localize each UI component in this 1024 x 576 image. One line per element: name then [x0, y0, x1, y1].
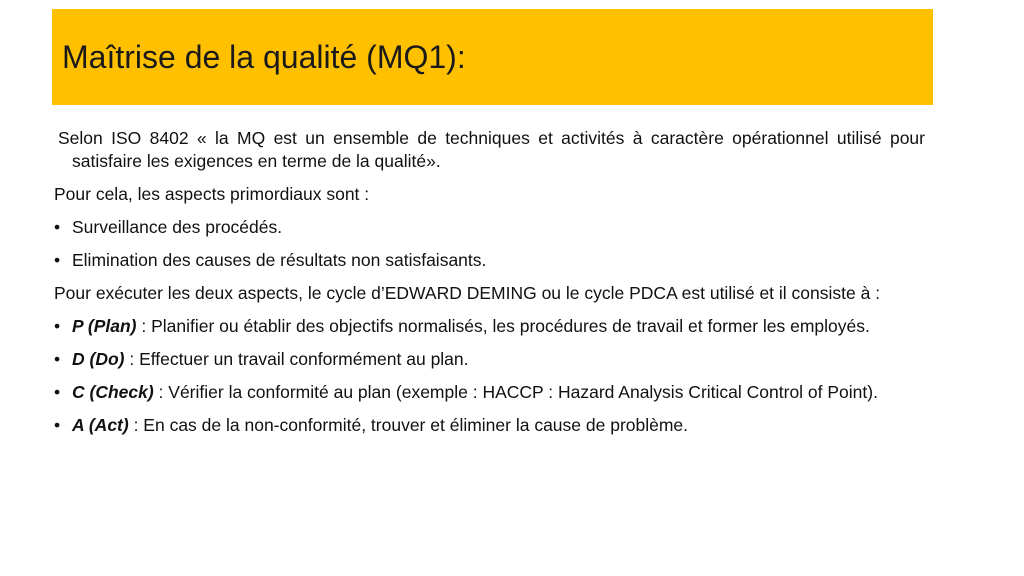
bullet-icon: • [54, 217, 61, 237]
slide-content [54, 127, 925, 447]
slide-title: Maîtrise de la qualité (MQ1): [62, 39, 466, 75]
pdca-key: P (Plan) [72, 316, 137, 336]
pdca-item-act [54, 414, 925, 437]
aspects-lead: Pour cela, les aspects primordiaux sont : [54, 184, 370, 204]
bullet-icon: • [54, 349, 61, 369]
pdca-key: C (Check) [72, 382, 154, 402]
pdca-key: D (Do) [72, 349, 125, 369]
pdca-key: A (Act) [72, 415, 129, 435]
list-item [54, 249, 925, 272]
aspect-text: Surveillance des procédés. [72, 217, 283, 237]
bullet-icon: • [54, 415, 61, 435]
pdca-item-check [54, 381, 925, 404]
list-item [54, 216, 925, 239]
intro-paragraph: Selon ISO 8402 « la MQ est un ensemble de techniques et activités à caractère opérationnel utilisé pour satisfaire les exigences en terme de la qualité». [58, 128, 925, 171]
pdca-item-plan [54, 315, 925, 338]
title-bar [52, 9, 933, 105]
bullet-icon: • [54, 382, 61, 402]
pdca-text: : En cas de la non-conformité, trouver et éliminer la cause de problème. [128, 415, 689, 435]
pdca-text: : Effectuer un travail conformément au plan. [124, 349, 469, 369]
pdca-item-do [54, 348, 925, 371]
bullet-icon: • [54, 316, 61, 336]
pdca-text: : Vérifier la conformité au plan (exemple : HACCP : Hazard Analysis Critical Control of Point). [153, 382, 878, 402]
pdca-text: : Planifier ou établir des objectifs normalisés, les procédures de travail et former les employés. [136, 316, 870, 336]
pdca-lead: Pour exécuter les deux aspects, le cycle d’EDWARD DEMING ou le cycle PDCA est utilisé et il consiste à : [54, 283, 881, 303]
bullet-icon: • [54, 250, 61, 270]
aspect-text: Elimination des causes de résultats non satisfaisants. [72, 250, 487, 270]
